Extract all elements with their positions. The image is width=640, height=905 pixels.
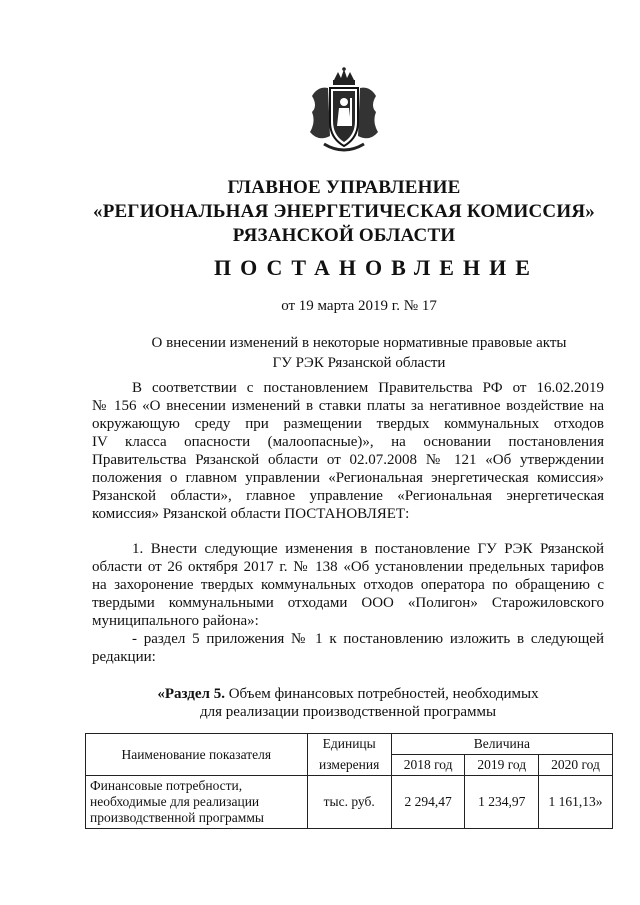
- header-year: 2019 год: [465, 755, 539, 776]
- text-line: комиссия» Рязанской области ПОСТАНОВЛЯЕТ:: [92, 506, 410, 522]
- organization-name: [84, 176, 604, 248]
- header-year: 2018 год: [391, 755, 465, 776]
- header-value: Величина: [391, 734, 612, 755]
- ryazan-coat-of-arms-icon: [304, 66, 384, 156]
- row-unit: тыс. руб.: [307, 776, 391, 829]
- header-year: 2020 год: [539, 755, 613, 776]
- section-5-title: [90, 685, 606, 721]
- org-name-line: «РЕГИОНАЛЬНАЯ ЭНЕРГЕТИЧЕСКАЯ КОМИССИЯ»: [93, 201, 595, 222]
- row-value: 1 234,97: [465, 776, 539, 829]
- subject-line: О внесении изменений в некоторые нормативные правовые акты: [151, 335, 567, 351]
- table-header-row: [86, 734, 613, 755]
- header-indicator-name: Наименование показателя: [86, 734, 308, 776]
- org-name-line: ГЛАВНОЕ УПРАВЛЕНИЕ: [227, 177, 461, 198]
- text-line: - раздел 5 приложения № 1 к постановлению изложить в следующей: [132, 631, 604, 647]
- item-1-paragraph: [92, 540, 604, 666]
- text-line: твердыми коммунальными отходами ООО «Полигон» Старожиловского: [92, 595, 604, 611]
- text-line: редакции:: [92, 649, 156, 665]
- row-indicator-name: [86, 776, 308, 829]
- row-name-line: Финансовые потребности,: [90, 778, 243, 793]
- row-name-line: производственной программы: [90, 810, 264, 825]
- table-row: [86, 776, 613, 829]
- text-line: положения о главном управлении «Региональная энергетическая комиссия»: [92, 470, 604, 486]
- text-line: 1. Внести следующие изменения в постановление ГУ РЭК Рязанской: [132, 541, 604, 557]
- org-name-line: РЯЗАНСКОЙ ОБЛАСТИ: [232, 225, 456, 246]
- text-line: IV класса опасности (малоопасные)», на основании постановления: [92, 434, 604, 450]
- header-unit-line: измерения: [319, 756, 380, 772]
- row-value: 2 294,47: [391, 776, 465, 829]
- document-type-heading: ПОСТАНОВЛЕНИЕ: [214, 255, 539, 280]
- section-title-text: Объем финансовых потребностей, необходимых: [224, 686, 539, 702]
- row-value: 1 161,13»: [539, 776, 613, 829]
- section-label: «Раздел 5.: [157, 686, 225, 702]
- header-unit-line: Единицы: [322, 736, 376, 752]
- header-unit: [307, 755, 391, 776]
- text-line: Правительства Рязанской области от 02.07.2008 № 121 «Об утверждении: [92, 452, 604, 468]
- section-title-line: [90, 685, 606, 703]
- header-unit: [307, 734, 391, 755]
- row-name-line: необходимые для реализации: [90, 794, 260, 809]
- text-line: области от 26 октября 2017 г. № 138 «Об установлении предельных тарифов: [92, 559, 604, 575]
- text-line: на захоронение твердых коммунальных отходов оператора по обращению с: [92, 577, 604, 593]
- text-line: Рязанской области», главное управление «Региональная энергетическая: [92, 488, 604, 504]
- financial-needs-table: [85, 733, 613, 829]
- text-line: муниципального района»:: [92, 613, 259, 629]
- subject-line: ГУ РЭК Рязанской области: [272, 355, 446, 371]
- text-line: № 156 «О внесении изменений в ставки платы за негативное воздействие на: [92, 398, 604, 414]
- document-subject: [126, 333, 592, 373]
- text-line: окружающую среду при размещении твердых коммунальных отходов: [92, 416, 604, 432]
- preamble-paragraph: [92, 379, 604, 523]
- section-title-line: для реализации производственной программы: [199, 704, 497, 720]
- document-date-number: от 19 марта 2019 г. № 17: [281, 298, 437, 314]
- text-line: В соответствии с постановлением Правительства РФ от 16.02.2019: [132, 380, 604, 396]
